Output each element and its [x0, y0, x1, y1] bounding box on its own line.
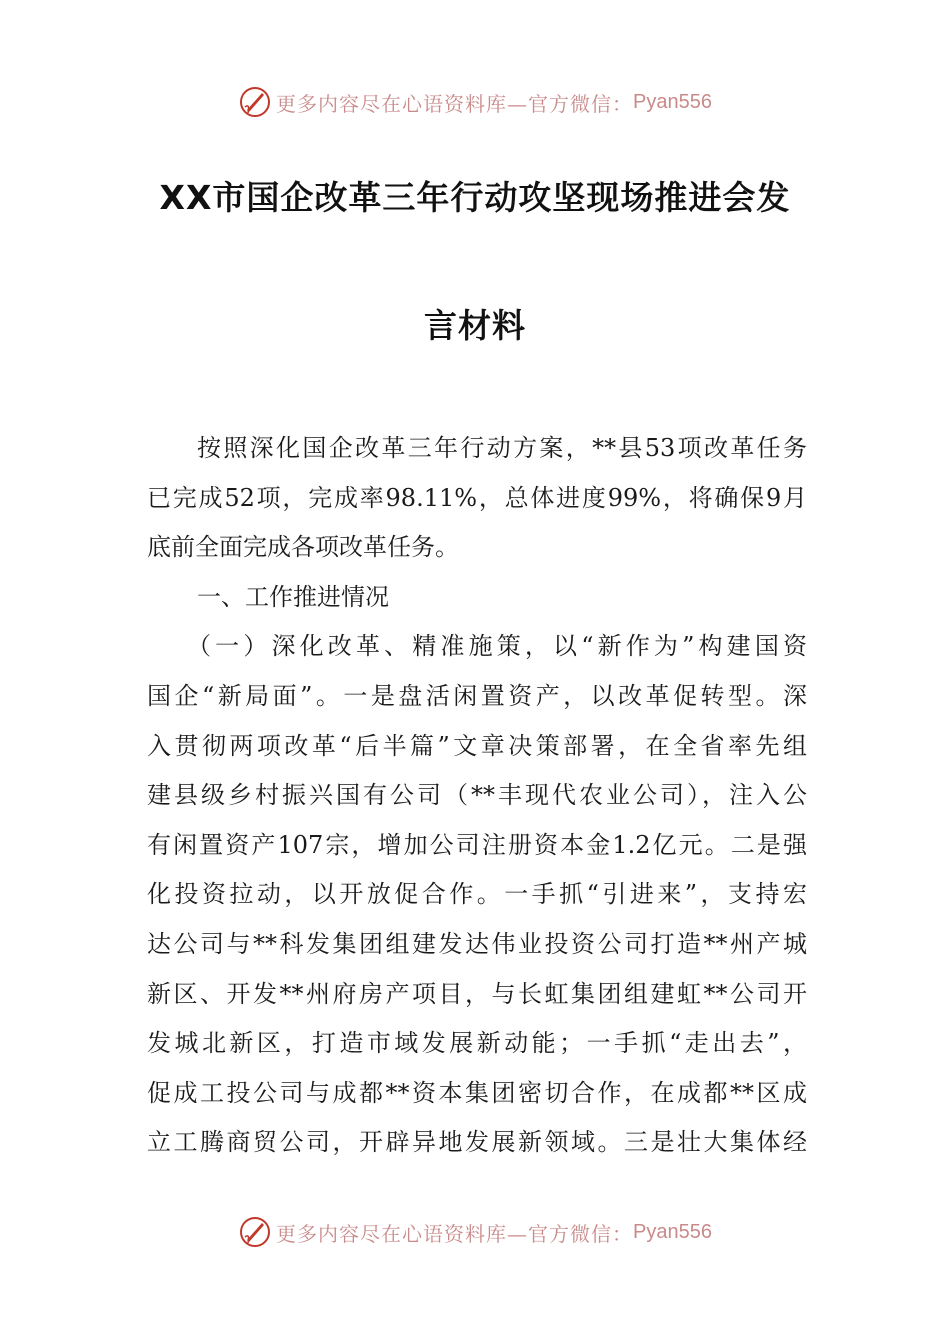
paragraph-line: 达公司与**科发集团组建发达伟业投资公司打造**州产城 — [147, 929, 807, 958]
quill-logo-icon — [238, 1215, 272, 1249]
section-heading: 一、工作推进情况 — [197, 582, 389, 611]
document-title-line-2: 言材料 — [424, 306, 526, 345]
paragraph-line: 新区、开发**州府房产项目，与长虹集团组建虹**公司开 — [147, 979, 807, 1008]
paragraph-line: （一）深化改革、精准施策，以“新作为”构建国资 — [187, 632, 807, 661]
watermark-text: 更多内容尽在心语资料库—官方微信： — [276, 1221, 634, 1246]
footer-watermark — [0, 1212, 950, 1252]
quill-logo-icon — [238, 85, 272, 119]
paragraph-line: 建县级乡村振兴国有公司（**丰现代农业公司），注入公 — [147, 781, 807, 810]
paragraph-line: 有闲置资产107宗，增加公司注册资本金1.2亿元。二是强 — [147, 830, 807, 859]
paragraph-line: 已完成52项，完成率98.11%，总体进度99%，将确保9月 — [147, 483, 807, 512]
watermark-wechat-id: Pyan556 — [633, 90, 712, 113]
paragraph-line: 国企“新局面”。一是盘活闲置资产，以改革促转型。深 — [147, 681, 807, 710]
paragraph-line: 化投资拉动，以开放促合作。一手抓“引进来”，支持宏 — [147, 880, 807, 909]
paragraph-line: 按照深化国企改革三年行动方案，**县53项改革任务 — [197, 434, 807, 462]
watermark-wechat-id: Pyan556 — [633, 1220, 712, 1243]
document-title-line-1: XX市国企改革三年行动攻坚现场推进会发 — [159, 178, 791, 217]
watermark-text: 更多内容尽在心语资料库—官方微信： — [276, 91, 634, 116]
paragraph-line: 底前全面完成各项改革任务。 — [147, 533, 459, 562]
paragraph-line: 发城北新区，打造市域发展新动能；一手抓“走出去”， — [147, 1029, 807, 1058]
paragraph-line: 入贯彻两项改革“后半篇”文章决策部署，在全省率先组 — [147, 731, 807, 760]
paragraph-line: 促成工投公司与成都**资本集团密切合作，在成都**区成 — [147, 1078, 807, 1107]
document-body — [147, 424, 807, 1168]
paragraph-line: 立工腾商贸公司，开辟异地发展新领域。三是壮大集体经 — [147, 1128, 807, 1157]
header-watermark — [0, 82, 950, 122]
